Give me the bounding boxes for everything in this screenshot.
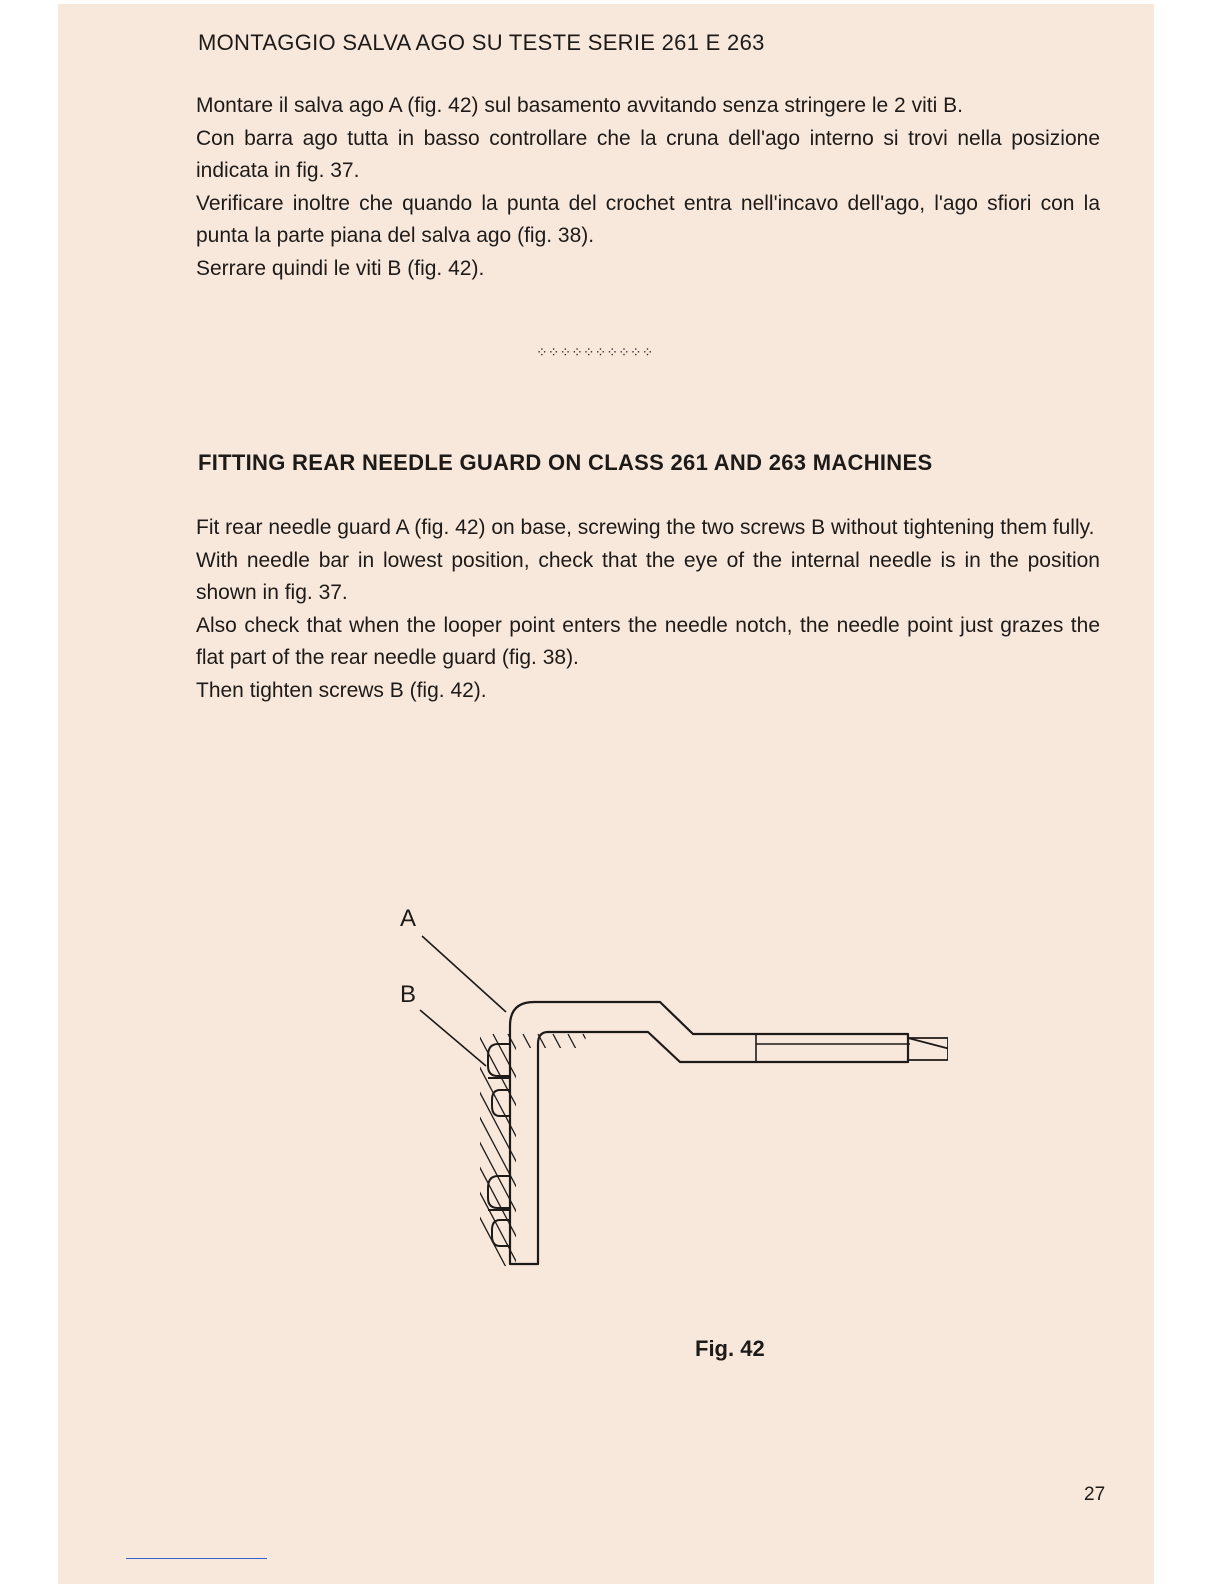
section-separator: ⁘⁘⁘⁘⁘⁘⁘⁘⁘⁘ bbox=[536, 344, 654, 360]
italian-paragraph: Con barra ago tutta in basso controllare che la cruna dell'ago interno si trovi nella posizione indicata in fig. 37. bbox=[196, 126, 1100, 183]
needle-guard-diagram bbox=[328, 894, 948, 1284]
english-heading: FITTING REAR NEEDLE GUARD ON CLASS 261 AND 263 MACHINES bbox=[198, 450, 933, 475]
label-a: A bbox=[400, 905, 417, 932]
leader-line-a bbox=[422, 936, 506, 1012]
italian-paragraph: Montare il salva ago A (fig. 42) sul basamento avvitando senza stringere le 2 viti B. bbox=[196, 94, 963, 117]
english-paragraph: Also check that when the looper point enters the needle notch, the needle point just grazes the flat part of the rear needle guard (fig. 38). bbox=[196, 613, 1100, 670]
guard-tip bbox=[908, 1038, 948, 1060]
figure-caption: Fig. 42 bbox=[695, 1336, 765, 1361]
italian-paragraph: Serrare quindi le viti B (fig. 42). bbox=[196, 256, 485, 280]
italian-instructions bbox=[196, 90, 1100, 286]
needle-guard-bracket bbox=[510, 1002, 908, 1264]
english-instructions bbox=[196, 512, 1100, 708]
footnote-rule bbox=[126, 1558, 267, 1559]
english-paragraph: With needle bar in lowest position, check that the eye of the internal needle is in the position shown in fig. 37. bbox=[196, 548, 1100, 605]
label-b: B bbox=[400, 981, 417, 1008]
italian-heading: MONTAGGIO SALVA AGO SU TESTE SERIE 261 E 263 bbox=[198, 30, 765, 55]
page-number: 27 bbox=[1084, 1484, 1106, 1505]
english-paragraph: Then tighten screws B (fig. 42). bbox=[196, 678, 487, 702]
screw-lower bbox=[488, 1176, 510, 1246]
manual-page bbox=[58, 4, 1154, 1584]
italian-paragraph: Verificare inoltre che quando la punta del crochet entra nell'incavo dell'ago, l'ago sfiori con la punta la parte piana del salva ago (fig. 38). bbox=[196, 191, 1100, 248]
leader-line-b bbox=[420, 1010, 486, 1066]
english-paragraph: Fit rear needle guard A (fig. 42) on base, screwing the two screws B without tightening them fully. bbox=[196, 516, 1095, 539]
